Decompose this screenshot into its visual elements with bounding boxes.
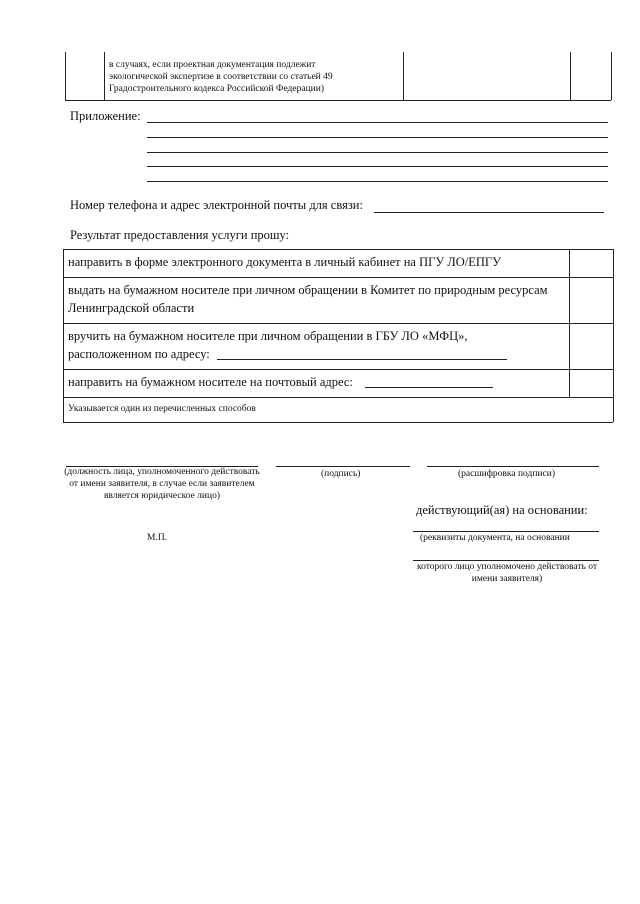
option-checkbox[interactable] — [570, 370, 612, 396]
acting-basis-label: действующий(ая) на основании: — [416, 503, 588, 517]
table-cell-line: в случаях, если проектная документация подлежит — [109, 60, 316, 70]
sign-line[interactable] — [276, 466, 410, 467]
sign-caption: (подпись) — [321, 469, 361, 479]
decode-line[interactable] — [427, 466, 599, 467]
result-option: расположенном по адресу: — [68, 347, 210, 361]
table-cell-line: Градостроительного кодекса Российской Федерации) — [109, 84, 324, 94]
postal-address-input-line[interactable] — [365, 387, 493, 388]
result-note: Указывается один из перечисленных способов — [68, 404, 256, 414]
position-caption: (должность лица, уполномоченного действовать от имени заявителя, в случае если заявителем является юридическое лицо) — [64, 467, 260, 501]
result-option: вручить на бумажном носителе при личном обращении в ГБУ ЛО «МФЦ», — [68, 329, 468, 343]
decode-caption: (расшифровка подписи) — [458, 469, 555, 479]
result-option: направить на бумажном носителе на почтовый адрес: — [68, 375, 353, 389]
option-checkbox[interactable] — [570, 250, 612, 276]
result-option: Ленинградской области — [68, 301, 195, 315]
address-input-line[interactable] — [217, 359, 507, 360]
contact-label: Номер телефона и адрес электронной почты для связи: — [70, 198, 363, 212]
attachment-label: Приложение: — [70, 109, 141, 123]
authorized-caption: которого лицо уполномочено действовать от имени заявителя) — [416, 562, 598, 584]
stamp-label: М.П. — [147, 533, 168, 543]
option-checkbox[interactable] — [570, 324, 612, 368]
table-cell-line: экологической экспертизе в соответствии со статьей 49 — [109, 72, 333, 82]
option-checkbox[interactable] — [570, 278, 612, 322]
result-option: выдать на бумажном носителе при личном обращении в Комитет по природным ресурсам — [68, 283, 548, 297]
doc-details-line[interactable] — [413, 531, 599, 532]
contact-input-line[interactable] — [374, 212, 604, 213]
result-label: Результат предоставления услуги прошу: — [70, 228, 290, 242]
result-option: направить в форме электронного документа в личный кабинет на ПГУ ЛО/ЕПГУ — [68, 255, 502, 269]
doc-details-caption: (реквизиты документа, на основании — [420, 533, 570, 543]
authorized-line[interactable] — [413, 560, 599, 561]
